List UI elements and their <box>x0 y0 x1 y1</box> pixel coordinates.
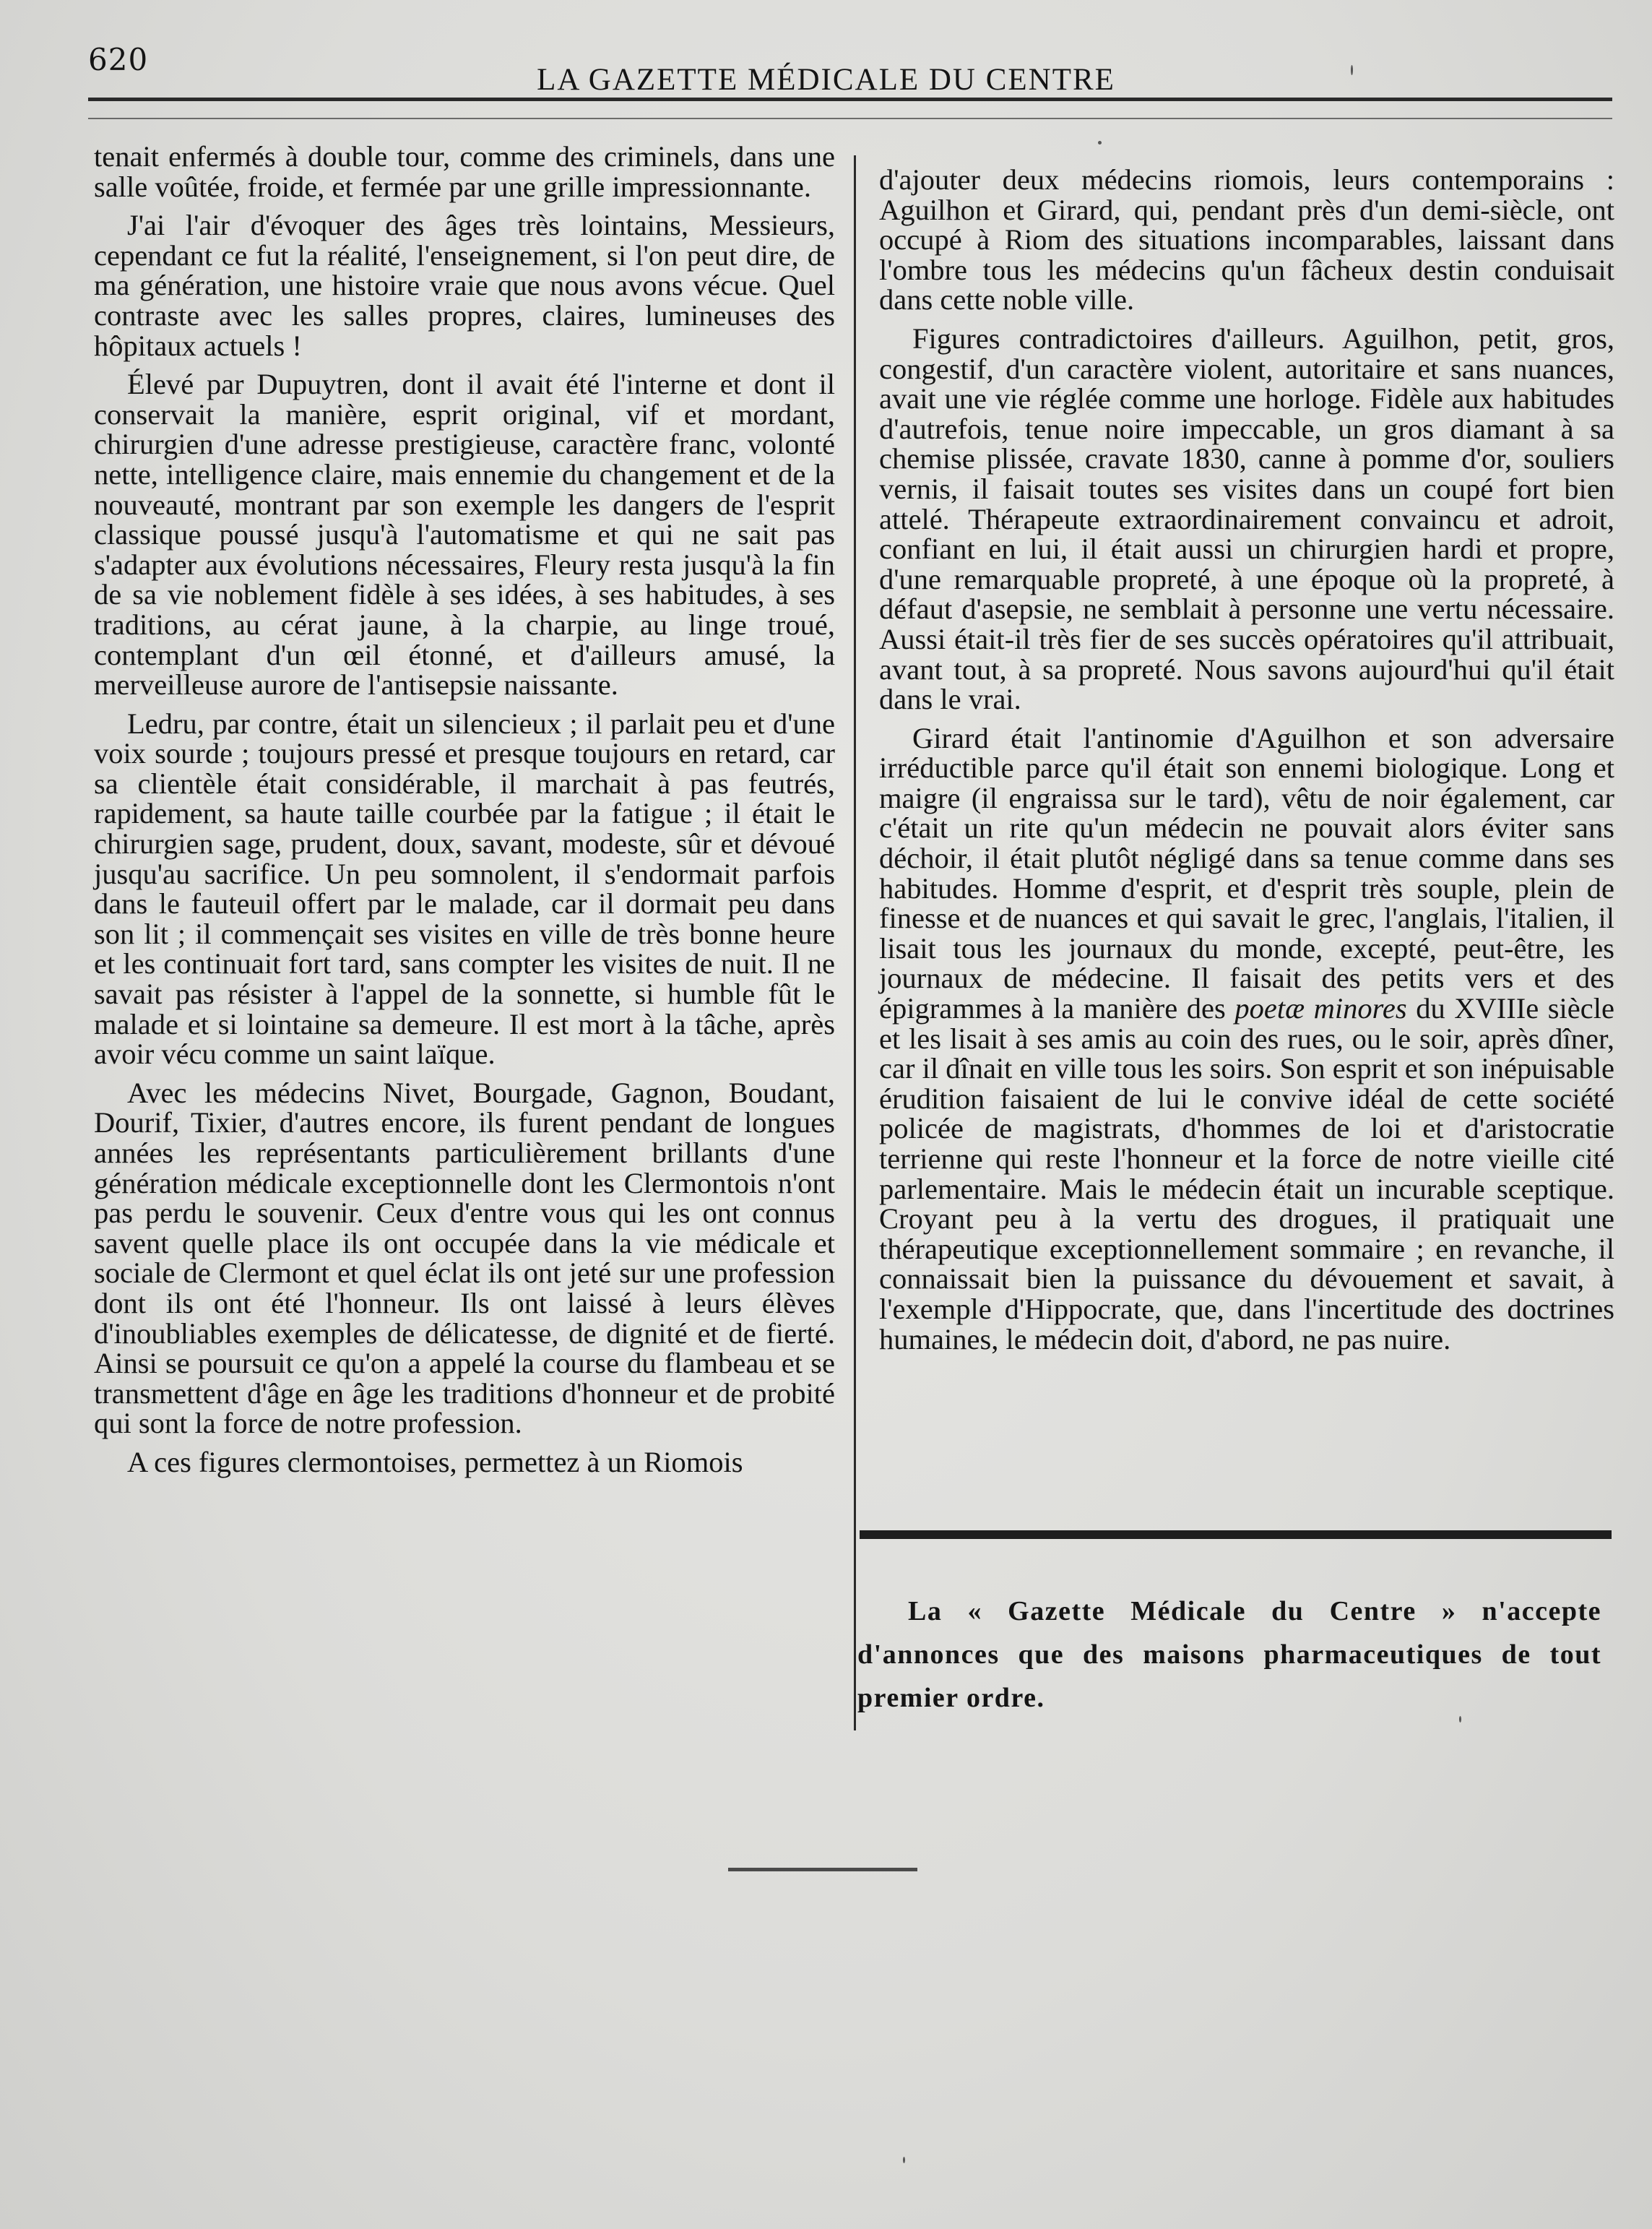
left-column <box>94 142 835 1486</box>
paragraph: Ledru, par contre, était un silencieux ; il parlait peu et d'une voix sourde ; toujours pressé et presque toujours en retard, car sa clientèle était considérable, il marchait à pas feutrés, rapidement, sa haute taille courbée par la fatigue ; il était le chirurgien sage, prudent, doux, savant, modeste, sûr et dévoué jusqu'au sacrifice. Un peu somnolent, il s'endormait parfois dans le fauteuil offert par le malade, car il dormait peu dans son lit ; il commençait ses visites en ville de très bonne heure et les continuait fort tard, sans compter les visites de nuit. Il ne savait pas résister à l'appel de la sonnette, si humble fût le malade et si lointaine sa demeure. Il est mort à la tâche, après avoir vécu comme un saint laïque. <box>94 707 835 1071</box>
paragraph: Élevé par Dupuytren, dont il avait été l'interne et dont il conservait la manière, esprit original, vif et mordant, chirurgien d'une adresse prestigieuse, caractère franc, volonté nette, intelligence claire, mais ennemie du changement et de la nouveauté, montrant par son exemple les dangers de l'esprit classique poussé jusqu'à l'automatisme et qui ne sait pas s'adapter aux évolutions nécessaires, Fleury resta jusqu'à la fin de sa vie noblement fidèle à ses idées, à ses habitudes, à ses traditions, au cérat jaune, à la charpie, au linge troué, contemplant d'un œil étonné, et d'ailleurs amusé, la merveilleuse aurore de l'antisepsie naissante. <box>94 368 835 702</box>
century-text: du XVIIIe <box>1406 992 1539 1025</box>
print-speck <box>1459 1716 1461 1723</box>
print-speck <box>903 2157 905 2163</box>
notice-rule <box>860 1530 1612 1539</box>
header-rule <box>88 98 1612 101</box>
page-number: 620 <box>88 42 149 77</box>
right-column <box>879 165 1614 1363</box>
paragraph: tenait enfermés à double tour, comme des criminels, dans une salle voûtée, froide, et fermée par une grille impressionnante. <box>94 140 835 203</box>
paragraph: Avec les médecins Nivet, Bourgade, Gagnon, Boudant, Dourif, Tixier, d'autres encore, ils furent pendant de longues années les représentants particulièrement brillants d'une génération médicale exceptionnelle dont les Clermontois n'ont pas perdu le souvenir. Ceux d'entre vous qui les ont connus savent quelle place ils ont occupée dans la vie médicale et sociale de Clermont et quel éclat ils ont jeté sur une profession dont ils ont été l'honneur. Ils ont laissé à leurs élèves d'inoubliables exemples de délicatesse, de dignité et de fierté. Ainsi se poursuit ce qu'on a appelé la course du flambeau et se transmettent d'âge en âge les traditions d'honneur et de probité qui sont la force de notre profession. <box>94 1076 835 1440</box>
column-divider <box>854 155 856 1730</box>
advertising-notice: La « Gazette Médicale du Centre » n'accepte d'annonces que des maisons pharmaceutiques de tout premier ordre. <box>857 1596 1601 1713</box>
paragraph: A ces figures clermontoises, permettez à un Riomois <box>127 1445 743 1478</box>
header-rule-thin <box>88 118 1612 119</box>
print-speck <box>1351 65 1353 75</box>
print-speck <box>1098 141 1102 145</box>
paragraph-girard <box>879 723 1614 1354</box>
text-run: Girard était l'antinomie d'Aguilhon et son adversaire irréductible parce qu'il était son ennemi biologique. Long et maigre (il engraissa sur le tard), vêtu de noir également, car c'était un rite qu'un médecin ne pouvait alors éviter sans déchoir, il était plutôt négligé dans sa tenue comme dans ses habitudes. Homme d'esprit, et d'esprit très souple, plein de finesse et de nuances et qui savait le grec, l'anglais, l'italien, il lisait tous les journaux du monde, excepté, peut-être, les journaux de médecine. Il faisait des petits vers et des épigrammes à la manière des <box>879 721 1614 1025</box>
paragraph: d'ajouter deux médecins riomois, leurs contemporains : Aguilhon et Girard, qui, pendant près d'un demi-siècle, ont occupé à Riom des situations incomparables, laissant dans l'ombre tous les médecins qu'un fâcheux destin conduisait dans cette noble ville. <box>879 163 1614 316</box>
paragraph: J'ai l'air d'évoquer des âges très lointains, Messieurs, cependant ce fut la réalité, l'enseignement, si l'on peut dire, de ma génération, une histoire vraie que nous avons vécue. Quel contraste avec les salles propres, claires, lumineuses des hôpitaux actuels ! <box>94 209 835 362</box>
text-run: siècle et les lisait à ses amis au coin des rues, ou le soir, après dîner, car il dînait en ville tous les soirs. Son esprit et son inépuisable érudition faisaient de lui le convive idéal de cette société policée de magistrats, d'hommes de loi et d'aristocratie terrienne qui reste l'honneur et la force de notre vieille cité parlementaire. Mais le médecin était un incurable sceptique. Croyant peu à la vertu des drogues, il pratiquait une thérapeutique exceptionnellement sommaire ; en revanche, il connaissait bien la puissance du dévouement et savait, à l'exemple d'Hippocrate, que, dans l'incertitude des doctrines humaines, le médecin doit, d'abord, ne pas nuire. <box>879 992 1614 1355</box>
paragraph: Figures contradictoires d'ailleurs. Aguilhon, petit, gros, congestif, d'un caractère violent, autoritaire et sans nuances, avait une vie réglée comme une horloge. Fidèle aux habitudes d'autrefois, tenue noire impeccable, un gros diamant à sa chemise plissée, cravate 1830, canne à pomme d'or, souliers vernis, il faisait toutes ses visites dans un coupé fort bien attelé. Thérapeute extraordinairement convaincu et adroit, confiant en lui, il était aussi un chirurgien hardi et propre, d'une remarquable propreté, à une époque où la propreté, à défaut d'asepsie, ne semblait à personne une vertu nécessaire. Aussi était-il très fier de ses succès opératoires qu'il attribuait, avant tout, à sa propreté. Nous savons aujourd'hui qu'il était dans le vrai. <box>879 322 1614 716</box>
running-head-title: LA GAZETTE MÉDICALE DU CENTRE <box>537 63 1115 97</box>
bottom-rule <box>728 1868 917 1871</box>
italic-text: poetæ minores <box>1234 992 1407 1025</box>
